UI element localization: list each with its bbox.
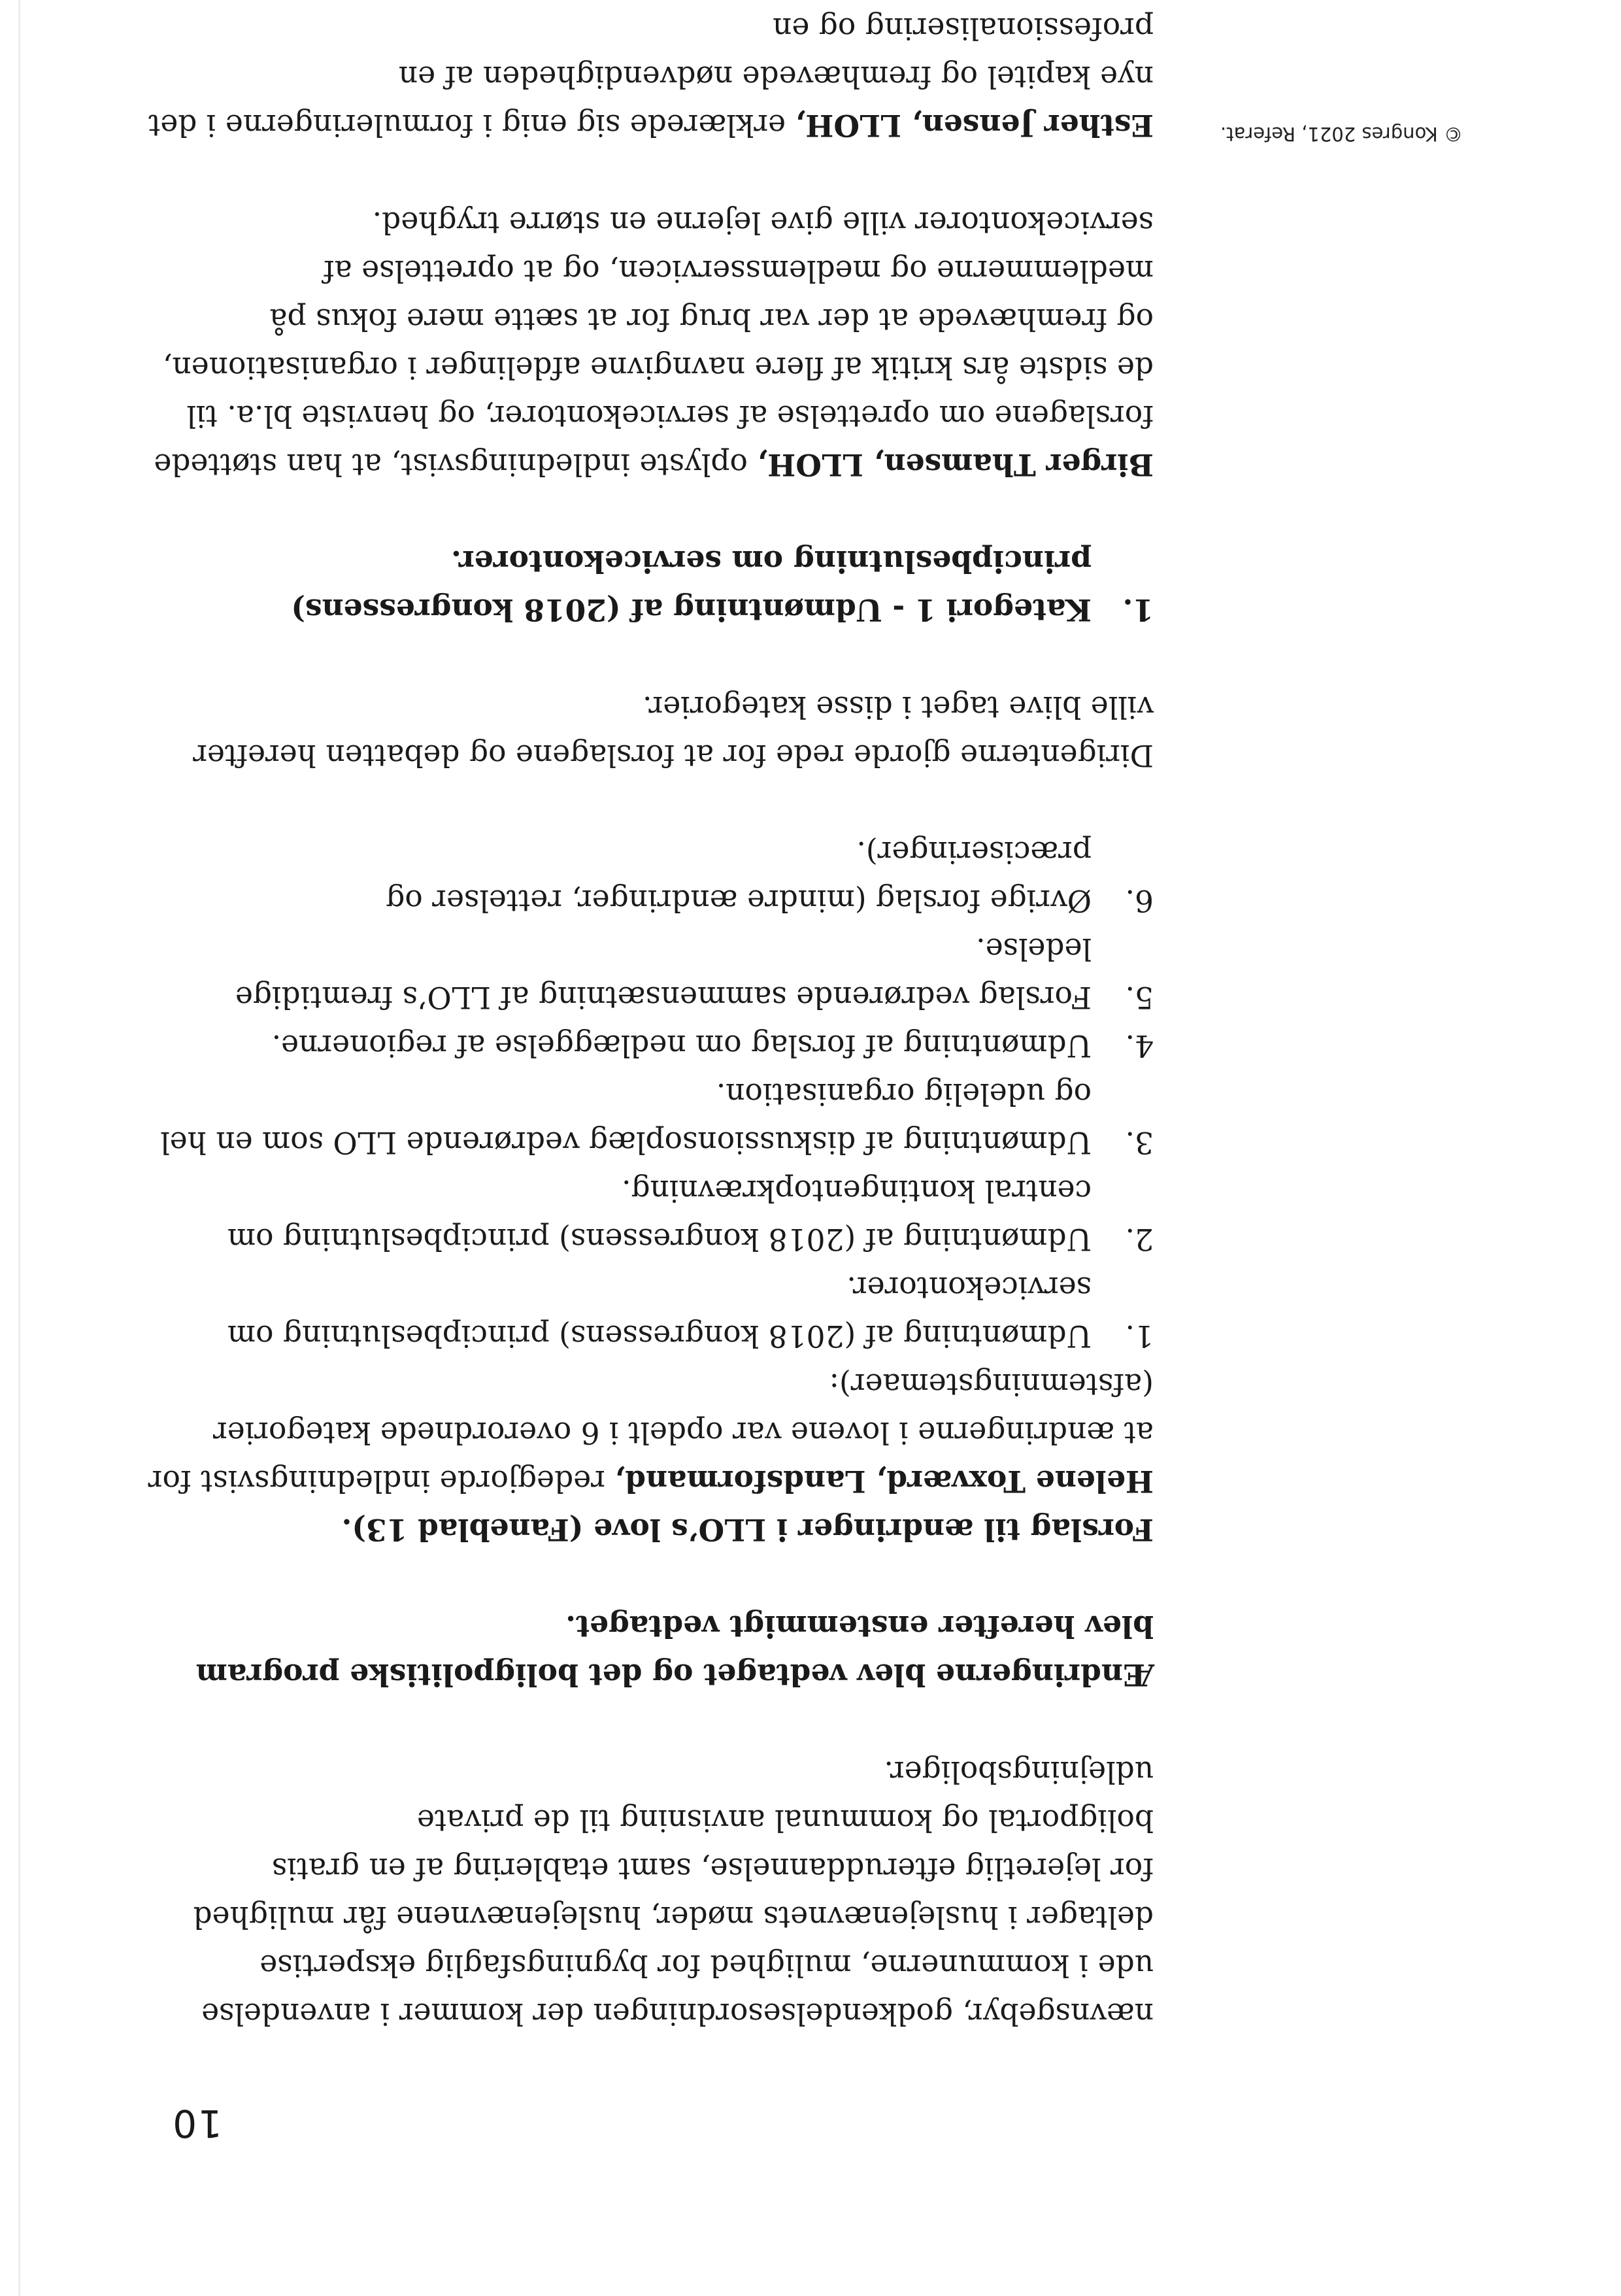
list-number: 2. <box>1125 1222 1154 1257</box>
page-number: 10 <box>171 2101 222 2146</box>
paragraph-jensen <box>144 4 1154 150</box>
list-number: 3. <box>1125 1125 1154 1160</box>
section-number: 1. <box>1122 592 1154 628</box>
list-text: Øvrige forslag (mindre ændringer, rettelser og præciseringer). <box>386 835 1092 918</box>
list-item <box>144 828 1154 924</box>
list-item <box>144 1070 1154 1166</box>
heading-lovaendringer: Forslag til ændringer i LLO’s love (Faneblad 13). <box>341 1512 1154 1547</box>
list-number: 5. <box>1125 980 1154 1015</box>
paragraph-toxvaerd <box>144 1360 1154 1506</box>
list-text: Udmøntning af forslag om nedlæggelse af regionerne. <box>271 1028 1092 1063</box>
list-item <box>144 1263 1154 1360</box>
list-item <box>144 1021 1154 1070</box>
section-heading-kategori-1 <box>144 537 1154 634</box>
speaker-name: Helene Toxværd, Landsformand, <box>614 1464 1154 1499</box>
list-text: Udmøntning af (2018 kongressens) principbeslutning om servicekontorer. <box>227 1270 1092 1353</box>
list-number: 1. <box>1125 1319 1154 1353</box>
list-number: 6. <box>1125 883 1154 918</box>
paragraph-boligpolitik: nævnsgebyr, godkendelsesordningen der kommer i anvendelse ude i kommunerne, mulighed for bygningsfaglig ekspertise deltager i huslejenævnets møder, huslejenævnene får mulighed for lejeretlig efteruddannelse, samt etablering af en gratis boligportal og kommunal anvisning til de private udlejningsboliger. <box>193 1755 1154 2031</box>
paragraph-thamsen <box>144 198 1154 489</box>
list-item <box>144 924 1154 1021</box>
footer-copyright: © Kongres 2021, Referat. <box>1220 123 1463 145</box>
paragraph-dirigenter: Dirigenterne gjorde rede for at forslagene og debatten herefter ville blive taget i disse kategorier. <box>193 690 1154 773</box>
speaker-text: oplyste indledningsvist, at han støttede forslagene om oprettelse af servicekontorer, og henviste bl.a. til de sidste års kritik af flere navngivne afdelinger i organisationen, og fremhævede at der var brug for at sætte mere fokus på medlemmerne og medlemsservicen, og at oprettelse af servicekontorer ville give lejerne en større tryghed. <box>154 205 1154 482</box>
section-title: Kategori 1 - Udmøntning af (2018 kongressens) principbeslutning om servicekontorer. <box>291 544 1092 628</box>
list-text: Forslag vedrørende sammensætning af LLO’s fremtidige ledelse. <box>235 932 1092 1015</box>
speaker-text: redegjorde indledningsvist for at ændringerne i lovene var opdelt i 6 overordnede kategorier (afstemningstemaer): <box>148 1367 1154 1498</box>
speaker-name: Birger Thamsen, LLOH, <box>757 447 1154 482</box>
list-number: 4. <box>1125 1028 1154 1063</box>
speaker-name: Esther Jensen, LLOH, <box>795 108 1154 143</box>
document-body <box>144 4 1154 2038</box>
list-text: Udmøntning af (2018 kongressens) principbeslutning om central kontingentopkrævning. <box>227 1173 1092 1257</box>
list-text: Udmøntning af diskussionsoplæg vedrørende LLO som en hel og udelelig organisation. <box>160 1077 1092 1160</box>
speaker-text: erklærede sig enig i formuleringerne i det nye kapitel og fremhævede nødvendigheden af en professionalisering og en <box>148 11 1154 143</box>
paragraph-vedtaget: Ændringerne blev vedtaget og det boligpolitiske program blev herefter enstemmigt vedtaget. <box>195 1609 1154 1693</box>
list-item <box>144 1166 1154 1263</box>
scan-edge-line <box>18 0 20 2296</box>
category-list <box>144 828 1154 1360</box>
